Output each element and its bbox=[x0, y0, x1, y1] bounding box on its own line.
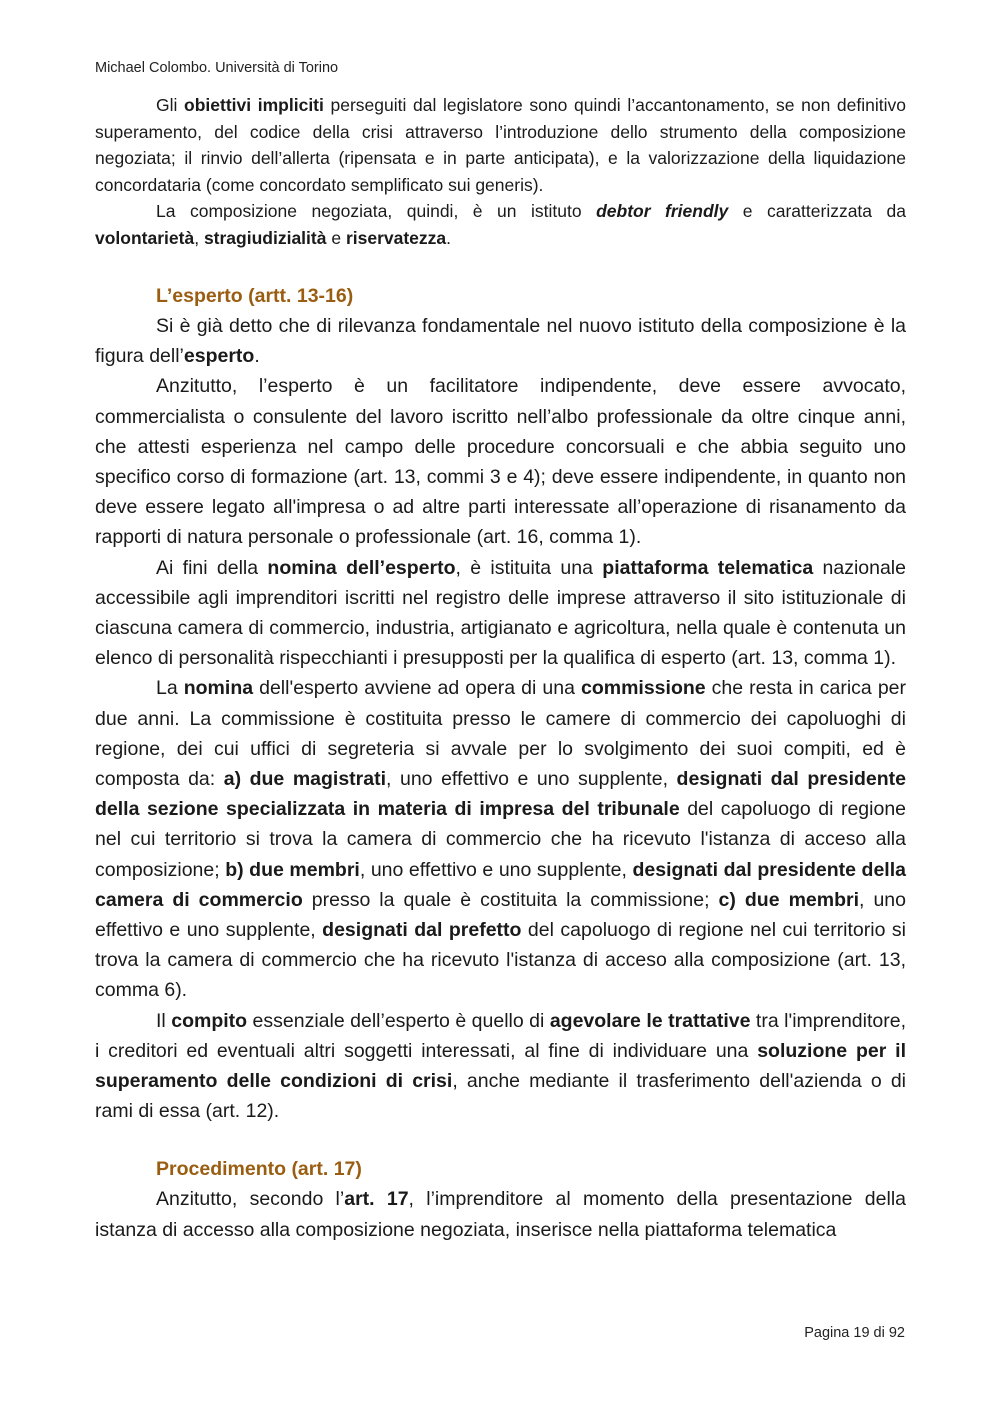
paragraph-objectives: Gli obiettivi impliciti perseguiti dal legislatore sono quindi l’accantonamento, se non definitivo superamento, del codice della crisi attraverso l’introduzione dello strumento della composizione negoziata; il rinvio dell’allerta (ripensata e in parte anticipata), e la valorizzazione della liquidazione concordataria (come concordato semplificato sui generis). bbox=[95, 95, 906, 195]
paragraph-nomina-piattaforma: Ai fini della nomina dell’esperto, è istituita una piattaforma telematica nazionale accessibile agli imprenditori iscritti nel registro delle imprese attraverso il sito istituzionale di ciascuna camera di commercio, industria, artigianato e agricoltura, nella quale è contenuta un elenco di personalità rispecchianti i presupposti per la qualifica di esperto (art. 13, comma 1). bbox=[95, 556, 906, 670]
section-heading-procedimento: Procedimento (art. 17) bbox=[156, 1158, 362, 1181]
bold-term: obiettivi impliciti bbox=[184, 95, 324, 115]
section-heading-esperto: L’esperto (artt. 13-16) bbox=[156, 285, 354, 307]
paragraph-commissione: La nomina dell'esperto avviene ad opera di una commissione che resta in carica per due anni. La commissione è costituita presso le camere di commercio dei capoluoghi di regione, dei cui uffici di segreteria si avvale per lo svolgimento dei suoi compiti, ed è composta da: a) due magistrati, uno effettivo e uno supplente, designati dal presidente della sezione specializzata in materia di impresa del tribunale del capoluogo di regione nel cui territorio si trova la camera di commercio che ha ricevuto l'istanza di acceso alla composizione; b) due membri, uno effettivo e uno supplente, designati dal presidente della camera di commercio presso la quale è costituita la commissione; c) due membri, uno effettivo e uno supplente, designati dal prefetto del capoluogo di regione nel cui territorio si trova la camera di commercio che ha ricevuto l'istanza di acceso alla composizione (art. 13, comma 6). bbox=[95, 677, 907, 1002]
bold-term: a) due magistrati bbox=[223, 768, 387, 791]
bold-term: c) due membri bbox=[718, 888, 860, 911]
bold-term: compito bbox=[171, 1009, 248, 1032]
paragraph-compito: Il compito essenziale dell’esperto è quello di agevolare le trattative tra l'imprenditore, i creditori ed eventuali altri soggetti interessati, al fine di individuare una soluzione per il superamento delle condizioni di crisi, anche mediante il trasferimento dell'azienda o di rami di essa (art. 12). bbox=[95, 1009, 907, 1123]
page-header: Michael Colombo. Università di Torino bbox=[95, 60, 339, 76]
bold-term: esperto bbox=[183, 345, 255, 368]
paragraph-esperto-requisiti: Anzitutto, l’esperto è un facilitatore indipendente, deve essere avvocato, commercialista o consulente del lavoro iscritto nell’albo professionale da oltre cinque anni, che attesti esperienza nel campo delle procedure concorsuali e che abbia seguito uno specifico corso di formazione (art. 13, commi 3 e 4); deve essere indipendente, in quanto non deve essere legato all'impresa o ad altre parti interessate all’operazione di risanamento da rapporti di natura personale o professionale (art. 16, comma 1). bbox=[95, 375, 906, 549]
document-body bbox=[95, 92, 906, 1245]
bold-term: designati dal presidente della camera di commercio bbox=[95, 858, 906, 911]
paragraph-esperto-intro: Si è già detto che di rilevanza fondamentale nel nuovo istituto della composizione è la figura dell’esperto. bbox=[95, 315, 906, 368]
bold-term: stragiudizialità bbox=[203, 227, 327, 248]
bold-term: volontarietà bbox=[95, 227, 195, 248]
bold-term: b) due membri bbox=[225, 858, 360, 881]
bold-term: soluzione per il superamento delle condizioni di crisi bbox=[95, 1039, 906, 1093]
bold-term: designati dal prefetto bbox=[322, 919, 522, 942]
bold-term: art. 17 bbox=[344, 1188, 409, 1211]
bold-term: designati dal presidente della sezione specializzata in materia di impresa del tribunale bbox=[95, 768, 906, 821]
bold-term: piattaforma telematica bbox=[602, 556, 814, 579]
bold-term: nomina dell’esperto bbox=[267, 556, 456, 579]
bold-term: riservatezza bbox=[345, 227, 447, 248]
bold-term: agevolare le trattative bbox=[549, 1009, 751, 1032]
bold-term: nomina bbox=[183, 677, 254, 700]
paragraph-debtor-friendly: La composizione negoziata, quindi, è un istituto debtor friendly e caratterizzata da volontarietà, stragiudizialità e riservatezza. bbox=[95, 201, 906, 248]
page-number: Pagina 19 di 92 bbox=[804, 1325, 905, 1341]
paragraph-procedimento: Anzitutto, secondo l’art. 17, l’imprenditore al momento della presentazione della istanza di accesso alla composizione negoziata, inserisce nella piattaforma telematica bbox=[95, 1188, 906, 1241]
bold-italic-term: debtor friendly bbox=[596, 201, 729, 221]
bold-term: commissione bbox=[580, 677, 706, 700]
